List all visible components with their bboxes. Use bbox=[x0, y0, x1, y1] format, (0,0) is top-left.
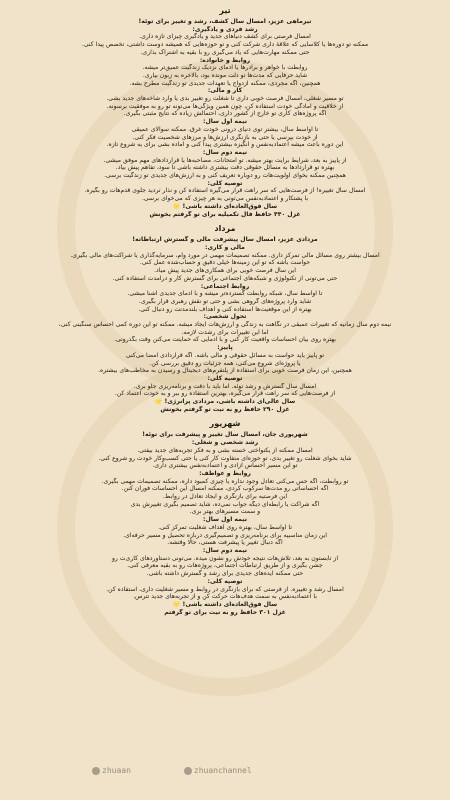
section-heading-line: غزل ۳۰۱ حافظ رو به نیت برای تو گرفتم bbox=[164, 608, 286, 616]
body-text-line: این سال فرصت خوبی برای همکاری‌های جدید پیش میاد. bbox=[154, 267, 296, 275]
body-text-line: امسال سال تغییره! از فرصت‌هایی که سر راهت قرار می‌گیره استفاده کن و نذار تردید جلوی قدم‌هات رو بگیره. bbox=[84, 187, 366, 195]
body-text-line: امسال بیشتر روی مسائل مالی تمرکز داری. ممکنه تصمیمات مهمی در مورد وام، سرمایه‌گذاری یا شراکت‌های مالی بگیری. bbox=[70, 251, 380, 259]
body-text-line: بهتره از این موقعیت‌ها استفاده کنی و اهداف بلندمدتت رو دنبال کنی. bbox=[138, 305, 312, 313]
section-heading-line: نیمه اول سال: bbox=[203, 118, 247, 126]
section-heading-line: تحول شخصی: bbox=[203, 313, 247, 321]
section-heading-line: نیمه دوم سال: bbox=[202, 148, 248, 156]
body-text-line: امسال رشد و تغییره. از فرصتی که برای بازنگری در روابط و مسیر شغلیت داری، استفاده کن. bbox=[106, 585, 344, 593]
section-heading-line: مالی و کاری: bbox=[205, 243, 245, 251]
body-text-line: تو این مسیر احساس آزادی و اعتمادبه‌نفس بیشتری داری. bbox=[152, 462, 298, 470]
section-heading-line: روابط اجتماعی: bbox=[200, 282, 250, 290]
watermark-handle: zhuaan bbox=[102, 766, 131, 775]
watermark-signature bbox=[92, 766, 252, 775]
body-text-line: و سمت مسیرهای بهتر بری. bbox=[189, 508, 261, 516]
body-text-line: اگه دنبال تغییر یا پیشرفت هستی، حالا وقتشه. bbox=[167, 539, 283, 547]
section-heading-line: توصیه کلی: bbox=[207, 374, 243, 382]
section-heading-line: روابط و خانواده: bbox=[199, 56, 251, 64]
section-heading-line: رشد فردی و یادگیری: bbox=[192, 25, 258, 33]
body-text-line: جشن بگیری و از طریق ارتباطات اجتماعی، پروژه‌هات رو به بقیه معرفی کنی. bbox=[127, 562, 323, 570]
body-text-line: از پاییز به بعد، شرایط برایت بهتر میشه. تو امتحانات، مصاحبه‌ها یا قراردادهای مهم موفق میشی. bbox=[103, 156, 347, 164]
body-text-line: امسال ممکنه از یکنواختی خسته بشی و به فکر تجربه‌های جدید بیفتی. bbox=[137, 446, 313, 454]
body-text-line: شاید بخوای شغلت رو تغییر بدی، تو حوزه‌ای متفاوت کار کنی یا حتی کسب‌وکار خودت رو شروع کنی. bbox=[98, 454, 352, 462]
body-text-line: روابطت با خواهر و برادرها یا آدمای نزدیک زندگیت عمیق‌تر میشه. bbox=[142, 64, 308, 72]
section-divider bbox=[10, 218, 440, 222]
section-heading-line: نیمه اول سال: bbox=[203, 516, 247, 524]
body-text-line: تا اواسط سال، بهتره روی اهداف شغلیت تمرکز کنی. bbox=[158, 523, 292, 531]
body-text-line: همچنین، این زمان فرصت خوبی برای استفاده از پلتفرم‌های دیجیتال و رسیدن به مخاطب‌های بیشتره. bbox=[98, 367, 352, 375]
body-text-line: اگه شراکت یا رابطه‌ای دیگه جواب نمی‌ده، شاید تصمیم بگیری تغییرش بدی bbox=[130, 500, 320, 508]
body-text-line: شاید وارد پروژه‌های گروهی بشی و حتی تو نقش رهبری قرار بگیری. bbox=[138, 297, 312, 305]
body-text-line: یا پروژه‌ای شروع می‌کنی، همه جزئیات رو دقیق بررسی کن. bbox=[149, 359, 301, 367]
section-heading-line: سال عالی‌ای داشته باشی، مردادی پرانرژی! 🌟 bbox=[154, 398, 296, 406]
watermark-channel: zhuanchannel bbox=[193, 766, 252, 775]
section-heading-line: کار و مالی: bbox=[207, 87, 243, 95]
section-heading-line: توصیه کلی: bbox=[207, 179, 243, 187]
section-heading-line: روابط و عواطف: bbox=[199, 469, 251, 477]
body-text-line: شاید حرفایی که مدت‌ها تو دلت مونده بود، بالاخره به زبون بیاری. bbox=[142, 71, 308, 79]
body-text-line: این دوره باعث میشه اعتمادبه‌نفس و انگیزه بیشتری پیدا کنی و آماده بشی برای یه شروع تازه. bbox=[106, 141, 344, 149]
body-text-line: از فرصت‌هایی که سر راهت قرار می‌گیره، بهترین استفاده رو ببر و به خودت اعتماد کن. bbox=[114, 390, 336, 398]
body-text-line: تا اواسط سال، شبکه روابطت گسترده‌تر میشه و با آدمای جدیدی آشنا میشی. bbox=[127, 290, 323, 298]
body-text-line: بهتره روی بیان احساسات واقعیت کار کنی و با آدمایی که حمایتت می‌کنن وقت بگذرونی. bbox=[114, 336, 336, 344]
body-text-line: از خلاقیت و آمادگی خودت استفاده کن، چون همین ویژگی‌ها می‌تونه تو رو به موفقیت برسونه. bbox=[106, 102, 344, 110]
body-text-line: حتی می‌تونی از تکنولوژی و شبکه‌های اجتماعی برای گسترش کار و درآمدت استفاده کنی. bbox=[112, 274, 338, 282]
section-heading-line: نیمه دوم سال: bbox=[202, 547, 248, 554]
body-text-line: بهتره تو قراردادها به مسائل حقوقی دقت بیشتری داشته باشی تا سود، تفاهم پیش بیاد. bbox=[115, 164, 335, 172]
section-divider bbox=[10, 413, 440, 417]
body-text-line: با اعتمادبه‌نفس به سمت هدف‌هات حرکت کن و از تجربه‌های جدید نترس. bbox=[133, 593, 317, 601]
body-text-line: حتی ممکنه ایده‌های جدیدی برای رشد و گسترش داشته باشی. bbox=[146, 570, 304, 578]
body-text-line: حتی ممکنه مهارت‌هایی که یاد می‌گیری رو با بقیه به اشتراک بذاری. bbox=[140, 48, 310, 56]
section-heading-line: غزل ۴۴۰ حافظ فال تکمیلیه برای تو گرفتم بخونش bbox=[149, 210, 301, 218]
body-text-line: امسال فرصتی برای کشف دنیاهای جدید و یادگیری چیزای تازه داری. bbox=[139, 33, 311, 41]
section-heading-line: سال فوق‌العاده‌ای داشته باشی! 🌟 bbox=[172, 202, 278, 210]
body-text-line: از تابستون به بعد، تلاش‌هات نتیجه خودش رو نشون میده. می‌تونی دستاوردهای کاری‌ت رو bbox=[111, 554, 339, 562]
section-heading-line: غزل ۲۹۰ حافظ رو به نیت تو گرفتم بخونش bbox=[160, 405, 290, 413]
section-title: مرداد bbox=[214, 224, 236, 234]
body-text-line: تو پاییز باید حواست به مسائل حقوقی و مالی باشه. اگه قراردادی امضا می‌کنی bbox=[125, 351, 325, 359]
body-text-line: این زمان مناسبیه برای برنامه‌ریزی و تصمیم‌گیری درباره تحصیل و مسیر حرفه‌ای. bbox=[123, 531, 327, 539]
section-heading-line: توصیه کلی: bbox=[207, 577, 243, 585]
telegram-icon bbox=[92, 767, 100, 775]
telegram-icon bbox=[184, 767, 192, 775]
body-text-line: این فرصتیه برای بازنگری و ایجاد تعادل در روابط. bbox=[162, 493, 288, 501]
body-text-line: ممکنه تو دوره‌ها یا کلاسایی که علاقهٔ داری شرکت کنی و تو حوزه‌هایی که همیشه دوست داشتی، تخصص پیدا کنی. bbox=[81, 41, 369, 49]
section-title: شهریور bbox=[209, 419, 241, 429]
section-heading-line: رشد شخصی و شغلی: bbox=[191, 439, 259, 447]
body-text-line: امسال سال گسترش و رشد توئه. اما باید با دقت و برنامه‌ریزی جلو بری. bbox=[133, 382, 317, 390]
section-title: تیر bbox=[219, 6, 231, 15]
body-text-line: از خودت بپرسی یا حتی به بازنگری ارزش‌ها و مرزهای شخصیت فکر کنی. bbox=[132, 133, 318, 141]
body-text-line: همچنین ممکنه بخوای اولویت‌هات رو دوباره تعریف کنی و به ارزش‌های جدیدی تو زندگیت برسی. bbox=[104, 172, 346, 180]
section-heading-line: شهریوری جان، امسال سال تغییر و پیشرفت برای توئه! bbox=[142, 431, 308, 439]
body-text-line: با پشتکار و اعتمادبه‌نفس می‌تونی به هر چیزی که می‌خوای برسی. bbox=[141, 195, 309, 203]
section-heading-line: پاییز: bbox=[217, 344, 233, 352]
body-text-line: اگه پروژه‌های کاری تو خارج از کشور داری، احتمالش زیاده که نتایج مثبتی بگیری. bbox=[123, 110, 327, 118]
body-text-line: اما این تغییرات برای رشدت لازمه. bbox=[181, 328, 269, 336]
body-text-line: تو مسیر شغلی، امسال فرصت خوبی داری تا شغلت رو تغییر بدی یا وارد شاخه‌های جدید بشی. bbox=[106, 95, 344, 103]
body-text-line: تا اواسط سال، بیشتر توی دنیای درونی خودت غرق. ممکنه سوالای عمیقی bbox=[131, 125, 319, 133]
body-text-line: اگه احساساتی رو مدت‌ها سرکوب کردی، ممکنه امسال این احساسات فوران کنن. bbox=[121, 485, 329, 493]
body-text-line: نیمه دوم سال زمانیه که تغییرات عمیقی در نگاهت به زندگی و ارزش‌هات ایجاد میشه. ممکنه تو این دوره کمی احساس سنگینی کنی، bbox=[58, 321, 392, 329]
body-text-line: تو روابطت، اگه حس می‌کنی تعادل وجود نداره یا چیزی کمبود داره، ممکنه تصمیمات مهمی بگیری. bbox=[101, 477, 349, 485]
section-heading-line: مردادی عزیز، امسال سال پیشرفت مالی و گسترش ارتباطاته! bbox=[132, 236, 318, 244]
body-text-line: حواست باشه که تو این زمینه‌ها خیلی دقیق و حساب‌شده عمل کنی. bbox=[139, 259, 311, 267]
section-heading-line: سال فوق‌العاده‌ای داشته باشی! 🌟 bbox=[172, 600, 278, 608]
body-text-line: همچنین، اگه مجردی، ممکنه ازدواج یا تعهدات جدیدی تو زندگیت مطرح بشه. bbox=[129, 79, 321, 87]
section-heading-line: تیرماهی عزیز، امسال سال کشف، رشد و تغییر برای توئه! bbox=[138, 18, 312, 25]
